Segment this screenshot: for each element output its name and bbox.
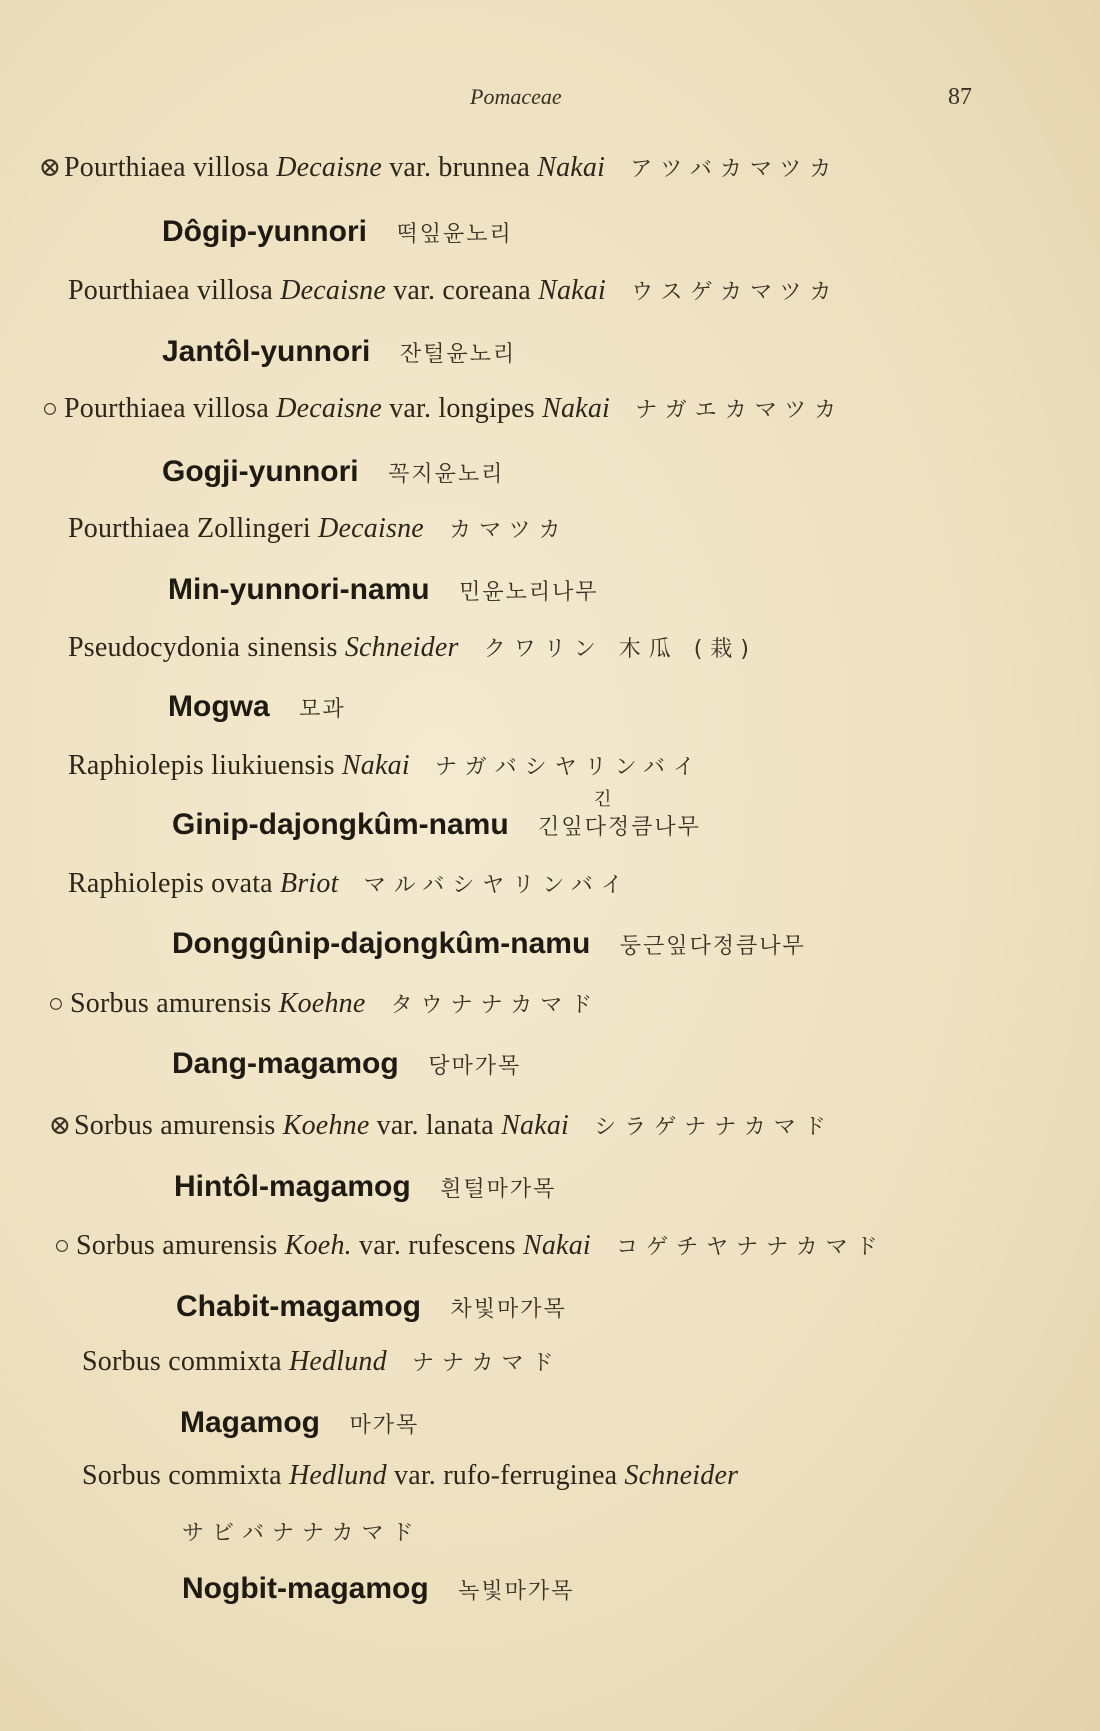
korean-name-line (182, 1572, 574, 1606)
variety-author: Nakai (537, 152, 606, 183)
japanese-name: ウスゲカマツカ (631, 280, 840, 305)
species-entry (82, 1346, 562, 1378)
species-name: Raphiolepis liukiuensis (68, 750, 335, 781)
status-marker: ○ (41, 393, 59, 423)
page-header (0, 84, 1100, 114)
korean-hangul-name: 모과 (299, 697, 346, 722)
korean-romanized-name: Ginip-dajongkûm-namu (172, 808, 509, 841)
species-author: Schneider (344, 632, 459, 663)
variety-name: var. rufescens (359, 1230, 516, 1261)
species-name: Pourthiaea villosa (64, 393, 270, 424)
variety-name: var. lanata (376, 1110, 494, 1141)
korean-romanized-name: Donggûnip-dajongkûm-namu (172, 927, 591, 960)
korean-name-line (174, 1170, 556, 1204)
korean-romanized-name: Min-yunnori-namu (168, 573, 430, 606)
korean-hangul-name: 꼭지윤노리 (388, 462, 505, 487)
korean-hangul-name: 마가목 (349, 1413, 420, 1438)
species-name: Pourthiaea villosa (68, 275, 274, 306)
korean-hangul-name: 둥근잎다정큼나무 (619, 934, 806, 959)
species-entry (44, 988, 600, 1020)
korean-romanized-name: Nogbit-magamog (182, 1572, 429, 1605)
japanese-name: ナナカマド (412, 1351, 562, 1376)
variety-author: Nakai (522, 1230, 591, 1261)
species-entry (68, 868, 631, 900)
korean-romanized-name: Dôgip-yunnori (162, 215, 367, 248)
japanese-name: コゲチヤナナカマド (616, 1235, 886, 1260)
variety-author: Nakai (501, 1110, 570, 1141)
species-name: Sorbus commixta (82, 1460, 282, 1491)
korean-name-line (176, 1290, 567, 1324)
japanese-name: ナガバシヤリンバイ (435, 755, 704, 780)
variety-author: Nakai (542, 393, 610, 424)
japanese-name: シラゲナナカマド (594, 1115, 834, 1140)
species-entry (38, 393, 844, 425)
korean-hangul-name: 녹빛마가목 (458, 1579, 575, 1604)
japanese-name: マルバシヤリンバイ (363, 873, 631, 898)
status-marker: ⊗ (38, 152, 62, 182)
species-entry (38, 152, 839, 184)
species-author: Decaisne (280, 275, 386, 306)
status-marker: ○ (53, 1230, 71, 1260)
species-entry (82, 1460, 738, 1492)
korean-hangul-name: 흰털마가목 (440, 1177, 557, 1202)
korean-name-line (172, 808, 701, 842)
handwritten-correction: 긴 (594, 789, 612, 810)
species-author: Decaisne (276, 152, 382, 183)
variety-author: Nakai (538, 275, 606, 306)
korean-name-line (168, 690, 346, 724)
species-author: Hedlund (288, 1346, 387, 1377)
korean-hangul-name: 당마가목 (428, 1054, 522, 1079)
korean-romanized-name: Gogji-yunnori (162, 455, 359, 488)
korean-hangul-name: 긴잎다정큼나무 (538, 815, 701, 840)
status-marker: ○ (47, 988, 65, 1018)
running-title: Pomaceae (470, 84, 562, 109)
species-name: Sorbus amurensis (70, 988, 272, 1019)
species-author: Koehne (282, 1110, 370, 1141)
korean-romanized-name: Mogwa (168, 690, 270, 723)
korean-romanized-name: Hintôl-magamog (174, 1170, 411, 1203)
korean-name-line (168, 573, 599, 607)
species-name: Pourthiaea villosa (64, 152, 270, 183)
species-author: Decaisne (276, 393, 382, 424)
japanese-name: アツバカマツカ (630, 157, 840, 182)
korean-name-line (172, 1047, 521, 1081)
species-name: Pourthiaea Zollingeri (68, 513, 311, 544)
species-name: Sorbus commixta (82, 1346, 282, 1377)
korean-name-line (172, 927, 806, 961)
korean-romanized-name: Magamog (180, 1406, 321, 1439)
variety-name: var. longipes (389, 393, 535, 424)
species-name: Pseudocydonia sinensis (68, 632, 338, 663)
species-author: Nakai (341, 750, 410, 781)
species-entry (68, 632, 757, 664)
species-author: Koehne (278, 988, 366, 1019)
species-entry (48, 1110, 834, 1142)
korean-romanized-name: Dang-magamog (172, 1047, 399, 1080)
species-entry (68, 275, 839, 307)
japanese-name: カマツカ (449, 518, 569, 543)
page-number: 87 (948, 84, 972, 110)
species-author: Decaisne (318, 513, 424, 544)
korean-romanized-name: Jantôl-yunnori (162, 335, 371, 368)
korean-hangul-name: 민윤노리나무 (459, 580, 599, 605)
japanese-name: ナガエカマツカ (635, 398, 845, 423)
species-entry (50, 1230, 886, 1262)
japanese-name: タウナナカマド (390, 993, 601, 1018)
korean-name-line (162, 215, 513, 249)
korean-name-line (180, 1406, 419, 1440)
korean-name-line (162, 455, 504, 489)
species-author: Briot (280, 868, 339, 899)
variety-name: var. coreana (393, 275, 531, 306)
species-name: Sorbus amurensis (74, 1110, 276, 1141)
species-author: Koeh. (284, 1230, 352, 1261)
species-name: Sorbus amurensis (76, 1230, 278, 1261)
japanese-name: サビバナナカマド (182, 1521, 422, 1546)
species-entry (68, 513, 568, 545)
korean-hangul-name: 차빛마가목 (450, 1297, 567, 1322)
status-marker: ⊗ (48, 1110, 72, 1140)
korean-hangul-name: 잔털윤노리 (399, 342, 517, 367)
species-entry (68, 750, 703, 782)
species-author: Hedlund (288, 1460, 387, 1491)
variety-author: Schneider (624, 1460, 739, 1491)
variety-name: var. brunnea (389, 152, 530, 183)
species-name: Raphiolepis ovata (68, 868, 273, 899)
korean-hangul-name: 떡잎윤노리 (396, 222, 513, 247)
korean-name-line (162, 335, 516, 369)
korean-romanized-name: Chabit-magamog (176, 1290, 422, 1323)
variety-name: var. rufo-ferruginea (394, 1460, 618, 1491)
japanese-name: クワリン 木瓜 (栽) (483, 637, 757, 662)
